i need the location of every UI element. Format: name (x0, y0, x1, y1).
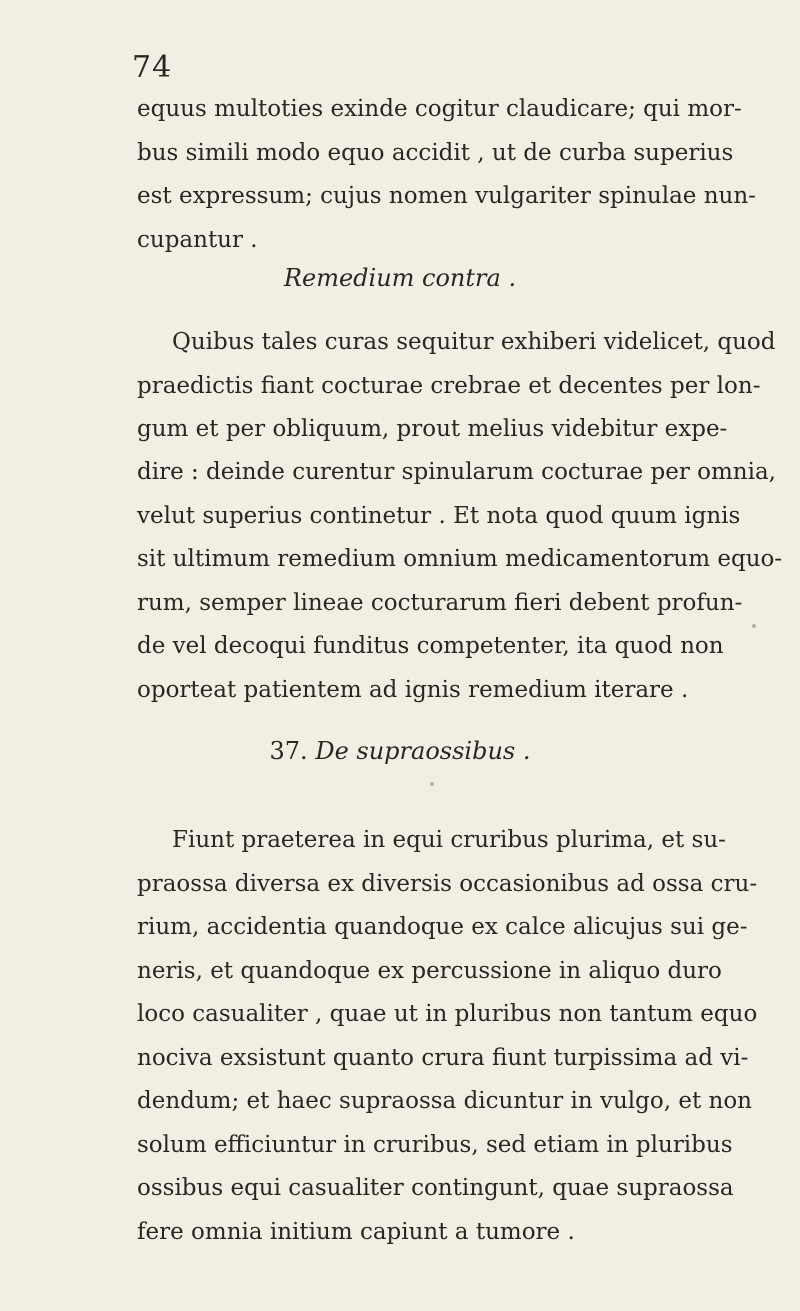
text-line: dendum; et haec supraossa dicuntur in vulgo, et non (137, 1088, 752, 1114)
text-line: loco casualiter , quae ut in pluribus non tantum equo (137, 1001, 758, 1027)
text-line: ossibus equi casualiter contingunt, quae supraossa (137, 1175, 734, 1201)
text-line: cupantur . (137, 227, 258, 253)
section-heading (0, 737, 800, 765)
section-number: 37. (269, 737, 308, 765)
text-line: rum, semper lineae cocturarum fieri debent profun- (137, 590, 743, 616)
section-title: De supraossibus . (315, 737, 531, 765)
paper-speck (752, 624, 756, 628)
text-line: gum et per obliquum, prout melius videbitur expe- (137, 416, 728, 442)
text-line: nociva exsistunt quanto crura fiunt turpissima ad vi- (137, 1045, 749, 1071)
text-line: de vel decoqui funditus competenter, ita quod non (137, 633, 724, 659)
text-line: rium, accidentia quandoque ex calce alicujus sui ge- (137, 914, 748, 940)
text-line: solum efficiuntur in cruribus, sed etiam in pluribus (137, 1132, 733, 1158)
text-line: Fiunt praeterea in equi cruribus plurima, et su- (172, 827, 726, 853)
paper-speck (430, 782, 434, 786)
text-line: neris, et quandoque ex percussione in aliquo duro (137, 958, 722, 984)
text-line: velut superius continetur . Et nota quod quum ignis (137, 503, 741, 529)
text-line: bus simili modo equo accidit , ut de curba superius (137, 140, 734, 166)
text-line: praedictis fiant cocturae crebrae et decentes per lon- (137, 373, 761, 399)
text-line: est expressum; cujus nomen vulgariter spinulae nun- (137, 183, 756, 209)
text-line: equus multoties exinde cogitur claudicare; qui mor- (137, 96, 742, 122)
text-line: Quibus tales curas sequitur exhiberi videlicet, quod (172, 329, 776, 355)
section-heading: Remedium contra . (283, 264, 517, 292)
page-number: 74 (132, 50, 173, 85)
text-line: sit ultimum remedium omnium medicamentorum equo- (137, 546, 783, 572)
text-line: oporteat patientem ad ignis remedium iterare . (137, 677, 689, 703)
text-line: praossa diversa ex diversis occasionibus ad ossa cru- (137, 871, 758, 897)
text-line: fere omnia initium capiunt a tumore . (137, 1219, 575, 1245)
text-line: dire : deinde curentur spinularum cocturae per omnia, (137, 459, 776, 485)
